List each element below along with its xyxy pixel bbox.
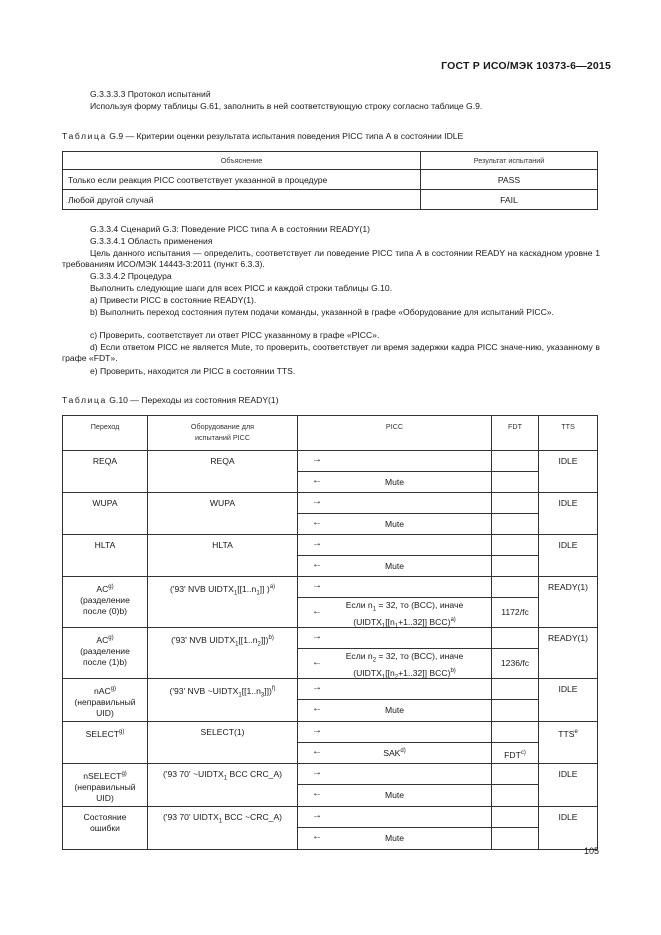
- cell-picc: [298, 493, 492, 535]
- picc-in: [298, 471, 491, 492]
- command-text: ]]): [264, 685, 272, 696]
- table-row: [63, 535, 598, 577]
- arrow-right-icon: →: [312, 725, 322, 736]
- transition-note: после (1)b): [82, 656, 128, 667]
- table-g9: [62, 151, 598, 210]
- cell-equipment: [148, 577, 298, 628]
- cell-fdt: [492, 722, 539, 764]
- step-e: e) Проверить, находится ли PICC в состоянии TTS.: [90, 366, 296, 376]
- cell-picc: [298, 577, 492, 628]
- tts-text: TTS: [558, 728, 575, 739]
- cell-equipment: WUPA: [148, 493, 298, 535]
- cell-fdt: [492, 628, 539, 679]
- table-row: [63, 722, 598, 764]
- table-header: Объяснение: [63, 152, 421, 170]
- fdt-text: FDT: [504, 749, 521, 760]
- transition-name: Состояние: [83, 812, 127, 822]
- picc-response: Mute: [384, 519, 405, 529]
- cell-transition: [63, 807, 148, 850]
- cell-equipment: SELECT(1): [148, 722, 298, 764]
- subscript: 3: [260, 692, 265, 699]
- subscript: 1: [381, 674, 386, 681]
- picc-out: [298, 764, 491, 784]
- cell-picc: [298, 807, 492, 850]
- footnote-ref: f): [271, 686, 276, 692]
- cell-transition: [63, 577, 148, 628]
- footnote-ref: a): [450, 617, 456, 624]
- cell-tts: IDLE: [539, 679, 598, 722]
- page-number: 105: [583, 846, 599, 856]
- transition-note: (неправильный: [74, 696, 136, 707]
- arrow-right-icon: →: [312, 682, 322, 693]
- picc-out: [298, 493, 491, 513]
- subscript: 2: [372, 657, 377, 664]
- command-text: ('93' NVB ~UIDTX: [169, 685, 239, 696]
- transition-note: ошибки: [90, 823, 120, 833]
- section-g3333-title: G.3.3.3.3 Протокол испытаний: [90, 89, 211, 99]
- command-text: ]] ): [259, 583, 270, 594]
- cell-fdt: [492, 493, 539, 535]
- picc-out: [298, 628, 491, 648]
- command-text: ('93' NVB UIDTX: [169, 583, 234, 594]
- picc-in: [298, 513, 491, 534]
- table-cell: PASS: [421, 170, 598, 190]
- cell-tts: IDLE: [539, 764, 598, 807]
- arrow-right-icon: →: [312, 538, 322, 549]
- caption-text: G.10 — Переходы из состояния READY(1): [106, 395, 279, 405]
- footnote-ref: a): [269, 584, 276, 590]
- arrow-left-icon: ←: [312, 657, 322, 668]
- command-text: ]]): [260, 634, 269, 645]
- picc-response: Mute: [384, 477, 405, 487]
- picc-out: [298, 807, 491, 827]
- picc-response: Mute: [384, 561, 405, 571]
- subscript: 1: [235, 641, 239, 648]
- command-text: BCC ~CRC_A): [222, 812, 283, 822]
- cell-equipment: REQA: [148, 451, 298, 493]
- cell-picc: [298, 679, 492, 722]
- header-transition: Переход: [63, 416, 148, 451]
- picc-in: [298, 555, 491, 576]
- cell-fdt: [492, 577, 539, 628]
- section-g3342-intro: Выполнить следующие шаги для всех PICC и каждой строки таблицы G.10.: [90, 283, 393, 293]
- command-text: [[1..n: [238, 634, 258, 645]
- section-g334-title: G.3.3.4 Сценарий G.3: Поведение PICC типа А в состоянии READY(1): [90, 224, 370, 234]
- cell-picc: [298, 722, 492, 764]
- cell-tts: READY(1): [539, 577, 598, 628]
- cell-tts: IDLE: [539, 807, 598, 850]
- transition-note: (разделение: [80, 645, 130, 656]
- step-b: b) Выполнить переход состояния путем подачи команды, указанной в графе «Оборудование для испытаний PICC».: [90, 307, 554, 317]
- cell-tts: IDLE: [539, 451, 598, 493]
- cell-fdt: [492, 535, 539, 577]
- footnote-ref: g): [110, 686, 117, 692]
- command-text: BCC CRC_A): [227, 769, 283, 779]
- arrow-left-icon: ←: [312, 746, 322, 757]
- arrow-left-icon: ←: [312, 606, 322, 617]
- response-text: Если n: [345, 600, 373, 610]
- transition-name: AC: [96, 634, 109, 645]
- picc-out: [298, 535, 491, 555]
- picc-in: [298, 699, 491, 721]
- transition-note: (разделение: [80, 594, 130, 605]
- table-header: Результат испытаний: [421, 152, 598, 170]
- header-equipment-line1: Оборудование для: [190, 422, 255, 431]
- command-text: [[1..n: [237, 583, 257, 594]
- table-row: [63, 170, 598, 190]
- subscript: 1: [223, 775, 228, 782]
- section-g3333-text: Используя форму таблицы G.61, заполнить в ней соответствующую строку согласно таблице G.9.: [90, 101, 483, 111]
- transition-note: (неправильный: [74, 781, 136, 792]
- response-text: +1..32]] BCC): [398, 668, 451, 679]
- response-text: SAK: [383, 748, 401, 758]
- subscript: 1: [381, 623, 386, 630]
- cell-transition: [63, 764, 148, 807]
- caption-prefix: Таблица: [62, 395, 107, 405]
- picc-response: Mute: [384, 833, 405, 843]
- picc-in: [298, 597, 491, 630]
- command-text: ('93' NVB UIDTX: [171, 634, 236, 645]
- subscript: 2: [257, 641, 261, 648]
- picc-out: [298, 577, 491, 597]
- footnote-ref: c): [520, 750, 526, 756]
- table-row: [63, 451, 598, 493]
- step-c: c) Проверить, соответствует ли ответ PICC указанному в графе «PICC».: [90, 330, 380, 340]
- command-text: ('93 70' ~UIDTX: [162, 769, 224, 779]
- fdt-text: 1172/fc: [501, 607, 529, 617]
- footnote-ref: b): [268, 635, 274, 641]
- picc-out: [298, 722, 491, 742]
- cell-transition: HLTA: [63, 535, 148, 577]
- cell-fdt: [492, 807, 539, 850]
- fdt-text: 1236/fc: [500, 658, 530, 668]
- cell-transition: [63, 628, 148, 679]
- caption-prefix: Таблица: [62, 131, 107, 141]
- arrow-right-icon: →: [312, 810, 322, 821]
- cell-tts: [539, 722, 598, 764]
- cell-equipment: HLTA: [148, 535, 298, 577]
- transition-note: после (0)b): [82, 605, 128, 616]
- picc-out: [298, 679, 491, 699]
- cell-transition: REQA: [63, 451, 148, 493]
- fdt-value: [492, 597, 538, 627]
- table-g9-caption: [62, 131, 463, 141]
- arrow-right-icon: →: [312, 580, 322, 591]
- command-text: ('93 70' UIDTX: [162, 812, 219, 822]
- subscript: 1: [256, 590, 260, 597]
- arrow-left-icon: ←: [312, 559, 322, 570]
- header-tts: TTS: [539, 416, 598, 451]
- cell-tts: IDLE: [539, 535, 598, 577]
- response-text: = 32, то (BCC), иначе: [376, 600, 464, 610]
- header-picc: PICC: [298, 416, 492, 451]
- table-row: [63, 807, 598, 850]
- picc-in: [298, 648, 491, 681]
- subscript: 1: [238, 692, 242, 699]
- section-g3341-text: Цель данного испытания — определить, соответствует ли поведение PICC типа А в состоянии READY на каскадном уровне 1 требованиям ИСО/МЭК 14443-3:2011 (пункт 6.3.3).: [62, 248, 600, 270]
- cell-fdt: [492, 764, 539, 807]
- section-g3341-title: G.3.3.4.1 Область применения: [90, 236, 213, 246]
- subscript: 2: [394, 674, 399, 681]
- arrow-left-icon: ←: [312, 475, 322, 486]
- fdt-value: [492, 742, 538, 763]
- picc-response: [298, 748, 491, 758]
- transition-name: nAC: [93, 685, 111, 696]
- picc-in: [298, 742, 491, 763]
- caption-text: G.9 — Критерии оценки результата испытания поведения PICC типа А в состоянии IDLE: [106, 131, 464, 141]
- transition-name: nSELECT: [83, 770, 122, 781]
- response-text: = 32, то (BCC), иначе: [376, 651, 464, 661]
- arrow-left-icon: ←: [312, 831, 322, 842]
- footnote-ref: g): [108, 635, 114, 641]
- footnote-ref: b): [450, 668, 456, 675]
- transition-note: UID): [96, 707, 114, 718]
- picc-in: [298, 827, 491, 849]
- picc-response: Mute: [384, 705, 405, 715]
- table-row: [63, 628, 598, 679]
- cell-transition: [63, 722, 148, 764]
- step-d: d) Если ответом PICC не является Mute, то проверить, соответствует ли время задержки кадра PICC значе-нию, указанному в графе «FDT».: [62, 342, 600, 364]
- arrow-right-icon: →: [312, 454, 322, 465]
- response-text: Если n: [345, 651, 373, 661]
- table-row: [63, 190, 598, 210]
- document-header: ГОСТ Р ИСО/МЭК 10373-6—2015: [441, 60, 611, 72]
- response-text: +1..32]] BCC): [398, 617, 451, 628]
- header-fdt: FDT: [492, 416, 539, 451]
- table-row: [63, 493, 598, 535]
- response-text: [[n: [385, 668, 395, 679]
- cell-equipment: [148, 807, 298, 850]
- arrow-left-icon: ←: [312, 517, 322, 528]
- footnote-ref: e: [574, 729, 578, 735]
- table-row: [63, 679, 598, 722]
- subscript: 1: [218, 818, 223, 825]
- table-g10: [62, 415, 598, 850]
- table-cell: Только если реакция PICC соответствует указанной в процедуре: [63, 170, 421, 190]
- cell-picc: [298, 451, 492, 493]
- transition-name: SELECT: [85, 728, 120, 739]
- cell-equipment: [148, 679, 298, 722]
- cell-tts: IDLE: [539, 493, 598, 535]
- table-row: [63, 577, 598, 628]
- table-cell: FAIL: [421, 190, 598, 210]
- footnote-ref: g): [108, 584, 114, 590]
- arrow-right-icon: →: [312, 767, 322, 778]
- cell-tts: READY(1): [539, 628, 598, 679]
- transition-note: UID): [96, 792, 114, 803]
- section-g3342-title: G.3.3.4.2 Процедура: [90, 271, 172, 281]
- header-equipment-line2: испытаний PICC: [194, 433, 251, 442]
- command-text: [[1..n: [241, 685, 261, 696]
- response-text: [[n: [385, 617, 395, 628]
- picc-response: Mute: [384, 790, 405, 800]
- table-row: [63, 764, 598, 807]
- transition-name: AC: [96, 583, 109, 594]
- cell-picc: [298, 764, 492, 807]
- table-g10-caption: [62, 395, 279, 405]
- arrow-right-icon: →: [312, 631, 322, 642]
- cell-transition: WUPA: [63, 493, 148, 535]
- picc-out: [298, 451, 491, 471]
- fdt-value: [492, 648, 538, 678]
- footnote-ref: d): [400, 748, 406, 755]
- subscript: 1: [372, 606, 377, 613]
- table-header-row: [63, 416, 598, 451]
- response-text: (UIDTX: [353, 617, 382, 628]
- picc-in: [298, 784, 491, 806]
- cell-picc: [298, 628, 492, 679]
- header-equipment: [148, 416, 298, 451]
- cell-equipment: [148, 628, 298, 679]
- cell-picc: [298, 535, 492, 577]
- table-cell: Любой другой случай: [63, 190, 421, 210]
- footnote-ref: g): [119, 729, 125, 735]
- arrow-right-icon: →: [312, 496, 322, 507]
- subscript: 1: [394, 623, 399, 630]
- response-text: (UIDTX: [353, 668, 382, 679]
- cell-equipment: [148, 764, 298, 807]
- subscript: 1: [233, 590, 238, 597]
- arrow-left-icon: ←: [312, 788, 322, 799]
- footnote-ref: g): [121, 771, 127, 777]
- cell-transition: [63, 679, 148, 722]
- step-a: a) Привести PICC в состояние READY(1).: [90, 295, 257, 305]
- cell-fdt: [492, 679, 539, 722]
- cell-fdt: [492, 451, 539, 493]
- arrow-left-icon: ←: [312, 703, 322, 714]
